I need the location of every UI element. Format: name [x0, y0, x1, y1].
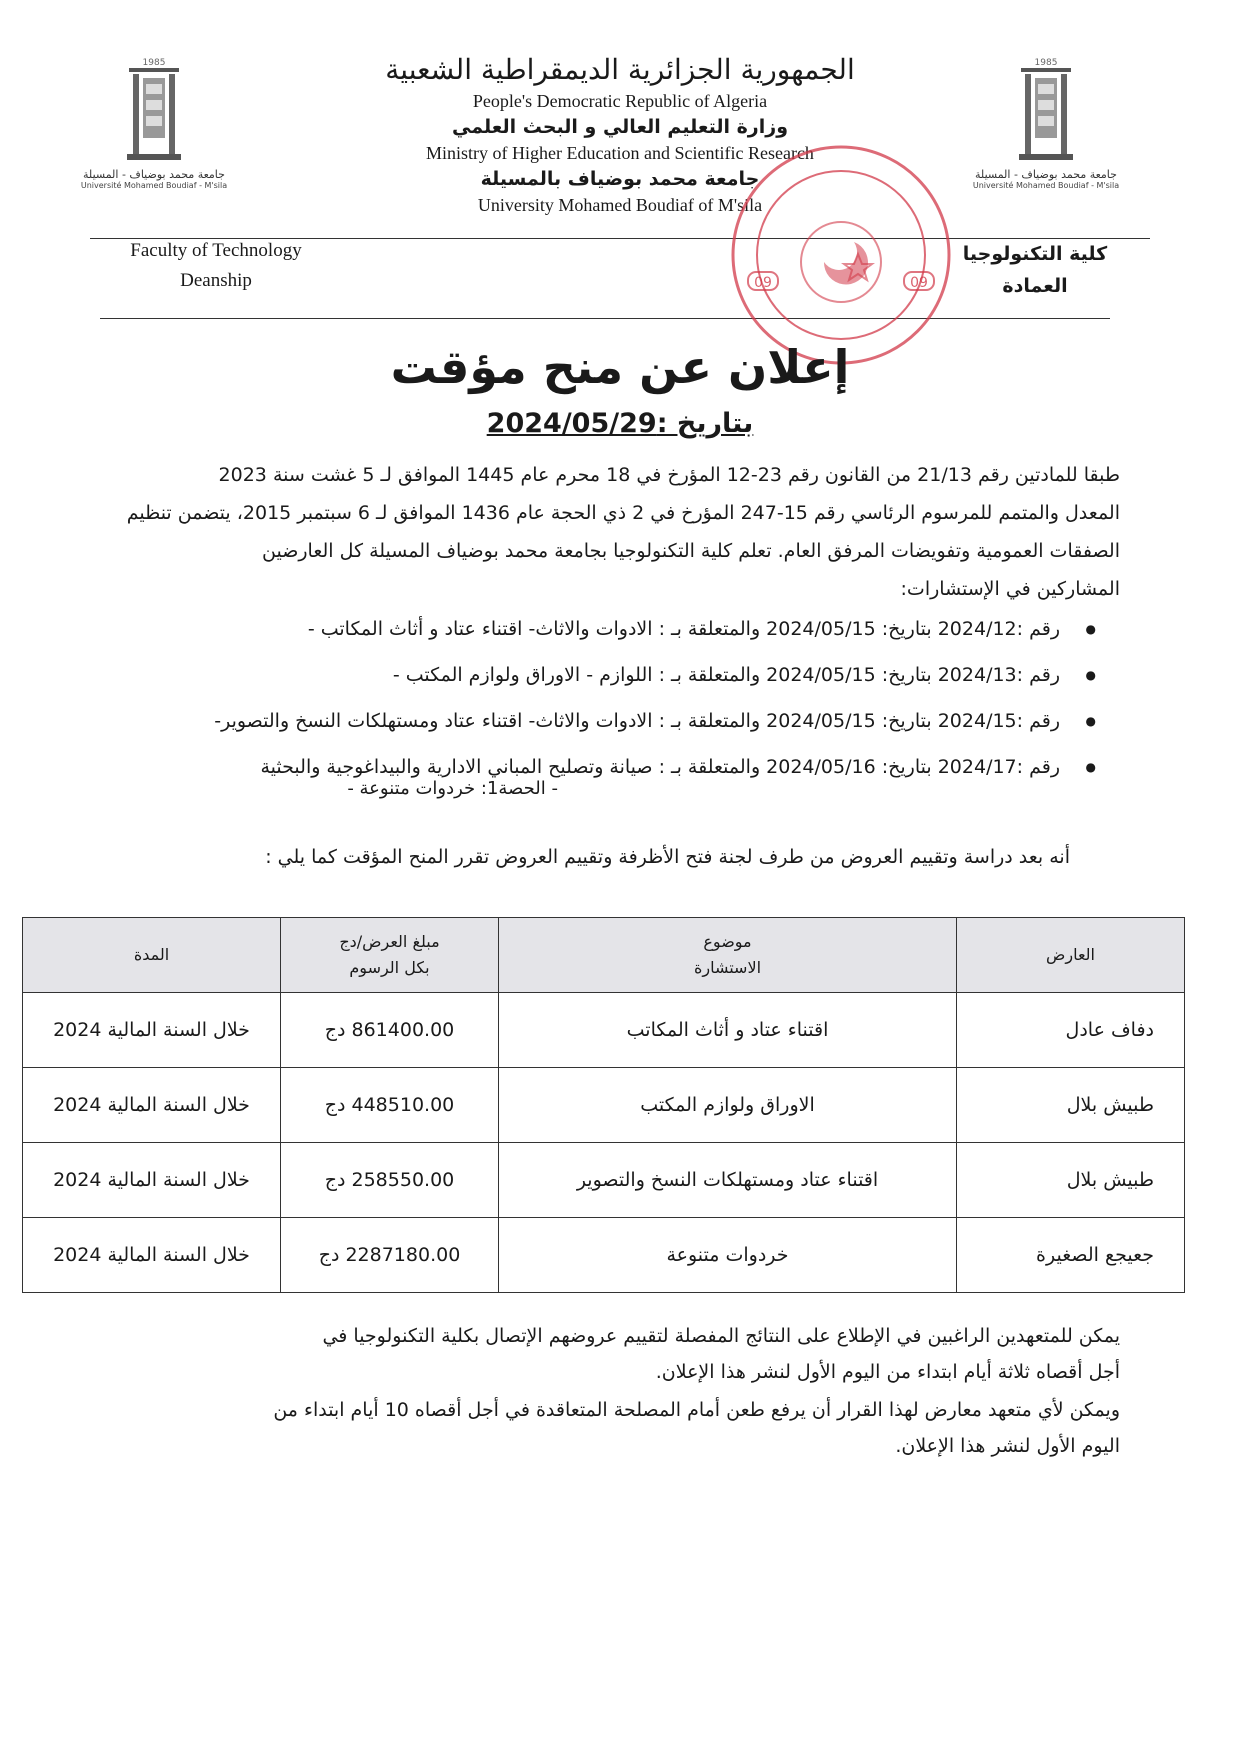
decision-line: أنه بعد دراسة وتقييم العروض من طرف لجنة فتح الأظرفة وتقييم العروض تقرر المنح المؤقت كما يلي :: [265, 846, 1070, 868]
consultations-list: [160, 606, 1080, 790]
table-row: [23, 1143, 1185, 1218]
header-duration: المدة: [23, 918, 281, 993]
deanship-en: Deanship: [180, 270, 252, 291]
closing-paragraph-1: [90, 1318, 1120, 1390]
closing-line: اليوم الأول لنشر هذا الإعلان.: [895, 1435, 1120, 1457]
cell-amount: 2287180.00 دج: [281, 1218, 499, 1293]
university-logo-right: [966, 56, 1126, 190]
faculty-block-ar: [935, 238, 1135, 302]
header-subject: موضوع الاستشارة: [499, 918, 957, 993]
official-stamp: [728, 142, 954, 368]
announcement-title: إعلان عن منح مؤقت: [390, 340, 850, 394]
university-building-icon: [1016, 56, 1076, 164]
university-ar: جامعة محمد بوضياف بالمسيلة: [480, 168, 760, 190]
logo-caption-ar: جامعة محمد بوضياف - المسيلة: [975, 168, 1117, 181]
logo-caption-ar: جامعة محمد بوضياف - المسيلة: [83, 168, 225, 181]
republic-en: People's Democratic Republic of Algeria: [472, 91, 768, 111]
university-logo-left: [74, 56, 234, 190]
header-rule-bottom: [100, 318, 1110, 319]
ministry-ar: وزارة التعليم العالي و البحث العلمي: [452, 116, 788, 138]
university-building-icon: [124, 56, 184, 164]
closing-line: ويمكن لأي متعهد معارض لهذا القرار أن يرفع طعن أمام المصلحة المتعاقدة في أجل أقصاه 10 أيام ابتداء من: [273, 1399, 1120, 1421]
award-table: [22, 917, 1185, 1293]
cell-bidder: جعيجع الصغيرة: [957, 1218, 1185, 1293]
cell-subject: خردوات متنوعة: [499, 1218, 957, 1293]
stamp-number-left: 09: [754, 275, 772, 291]
intro-line: المعدل والمتمم للمرسوم الرئاسي رقم 15-247 المؤرخ في 2 ذي الحجة عام 1436 الموافق لـ 6 سبتمبر 2015، يتضمن تنظيم: [126, 502, 1120, 524]
table-row: [23, 1068, 1185, 1143]
cell-amount: 258550.00 دج: [281, 1143, 499, 1218]
faculty-block-en: [86, 236, 346, 296]
logo-year: 1985: [142, 58, 166, 68]
lot-note: - الحصة1: خردوات متنوعة -: [347, 778, 558, 799]
faculty-en: Faculty of Technology: [130, 240, 302, 261]
table-row: [23, 1218, 1185, 1293]
table-header-row: [23, 918, 1185, 993]
logo-caption-fr: Université Mohamed Boudiaf - M'sila: [972, 181, 1120, 190]
university-en: University Mohamed Boudiaf of M'sila: [477, 195, 763, 215]
cell-duration: خلال السنة المالية 2024: [23, 1143, 281, 1218]
intro-line: طبقا للمادتين رقم 21/13 من القانون رقم 23-12 المؤرخ في 18 محرم عام 1445 الموافق لـ 5 غشت سنة 2023: [218, 464, 1120, 486]
stamp-number-right: 09: [910, 275, 928, 291]
cell-bidder: طبيش بلال: [957, 1143, 1185, 1218]
consultation-item: ● رقم :2024/15 بتاريخ: 2024/05/15 والمتعلقة بـ : الادوات والاثاث- اقتناء عتاد ومستهلكات النسخ والتصوير-: [160, 698, 1080, 744]
cell-subject: الاوراق ولوازم المكتب: [499, 1068, 957, 1143]
cell-bidder: طبيش بلال: [957, 1068, 1185, 1143]
consultation-item: ● رقم :2024/17 بتاريخ: 2024/05/16 والمتعلقة بـ : صيانة وتصليح المباني الادارية والبيداغوجية والبحثية: [160, 744, 1080, 790]
consultation-item: ● رقم :2024/13 بتاريخ: 2024/05/15 والمتعلقة بـ : اللوازم - الاوراق ولوازم المكتب -: [160, 652, 1080, 698]
closing-line: أجل أقصاه ثلاثة أيام ابتداء من اليوم الأول لنشر هذا الإعلان.: [655, 1361, 1120, 1383]
republic-ar: الجمهورية الجزائرية الديمقراطية الشعبية: [385, 53, 855, 86]
consultation-item: ● رقم :2024/12 بتاريخ: 2024/05/15 والمتعلقة بـ : الادوات والاثاث- اقتناء عتاد و أثاث المكاتب -: [160, 606, 1080, 652]
cell-bidder: دفاف عادل: [957, 993, 1185, 1068]
header-amount: مبلغ العرض/دج بكل الرسوم: [281, 918, 499, 993]
cell-duration: خلال السنة المالية 2024: [23, 993, 281, 1068]
cell-duration: خلال السنة المالية 2024: [23, 1218, 281, 1293]
cell-subject: اقتناء عتاد و أثاث المكاتب: [499, 993, 957, 1068]
closing-line: يمكن للمتعهدين الراغبين في الإطلاع على النتائج المفصلة لتقييم عروضهم الإتصال بكلية التكنولوجيا في: [322, 1325, 1120, 1347]
cell-amount: 448510.00 دج: [281, 1068, 499, 1143]
faculty-ar: كلية التكنولوجيا: [962, 243, 1108, 265]
cell-amount: 861400.00 دج: [281, 993, 499, 1068]
cell-duration: خلال السنة المالية 2024: [23, 1068, 281, 1143]
logo-year: 1985: [1034, 58, 1058, 68]
closing-paragraph-2: [90, 1392, 1120, 1464]
intro-line: المشاركين في الإستشارات:: [900, 578, 1120, 600]
intro-paragraph: [90, 456, 1120, 608]
cell-subject: اقتناء عتاد ومستهلكات النسخ والتصوير: [499, 1143, 957, 1218]
table-row: [23, 993, 1185, 1068]
announcement-date: بتاريخ :2024/05/29: [486, 408, 754, 439]
ministry-en: Ministry of Higher Education and Scientific Research: [426, 143, 814, 163]
intro-line: الصفقات العمومية وتفويضات المرفق العام. تعلم كلية التكنولوجيا بجامعة محمد بوضياف المسيلة كل العارضين: [262, 540, 1120, 562]
header-bidder: العارض: [957, 918, 1185, 993]
deanship-ar: العمادة: [1002, 275, 1068, 297]
logo-caption-fr: Université Mohamed Boudiaf - M'sila: [80, 181, 228, 190]
